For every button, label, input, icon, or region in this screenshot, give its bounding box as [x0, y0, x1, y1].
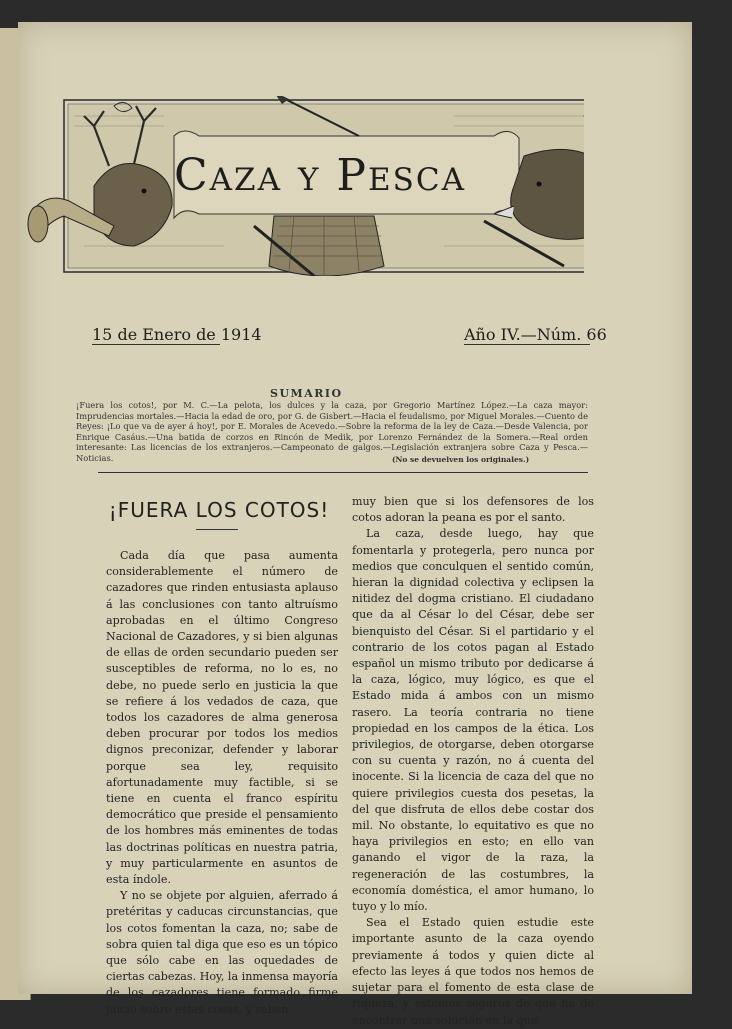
masthead-title: Caza y Pesca	[174, 150, 466, 201]
title-underline	[196, 529, 238, 530]
issue-number: Año IV.—Núm. 66	[464, 325, 607, 344]
sumario-heading: SUMARIO	[270, 387, 343, 400]
article-paragraph: Sea el Estado quien estudie este importante asunto de la caza oyendo previamente á todos y quien dicte al efecto las leyes á que todos nos hemos de sujetar para el fomento de esta clase de riqueza, y estemos seguros de que ha de encontrar una solución en la que	[352, 916, 594, 1027]
game-bag-icon	[269, 216, 384, 276]
article-right-column	[352, 494, 594, 1029]
article-title: ¡FUERA LOS COTOS!	[108, 498, 330, 522]
sumario-divider	[98, 472, 588, 473]
article-paragraph: Cada día que pasa aumenta considerablemente el número de cazadores que rinden entusiasta aplauso á las conclusiones con tanto altruísmo aprobadas en el último Congreso Nacional de Cazadores, y si bien algunas de ellas de orden secundario pueden ser susceptibles de reforma, no lo es, no debe, no puede serlo en justicia la que se refiere á los vedados de caza, que todos los cazadores de alma generosa deben procurar por todos los medios dignos preconizar, defender y laborar porque sea ley, requisito afortunadamente muy factible, si se tiene en cuenta el franco espíritu democrático que preside el pensamiento de los hombres más eminentes de todas las doctrinas políticas en nuestra patria, y muy particularmente en asuntos de esta índole.	[106, 549, 338, 887]
article-paragraph: Y no se objete por alguien, aferrado á pretéritas y caducas circunstancias, que los cotos fomentan la caza, no; sabe de sobra quien tal diga que eso es un tópico que sólo cabe en las oquedades de ciertas cabezas. Hoy, la inmensa mayoría de los cazadores tiene formado firme juicio sobre estas cosas, y saben	[106, 889, 338, 1016]
date-underline	[92, 344, 220, 345]
article-paragraph: muy bien que si los defensores de los cotos adoran la peana es por el santo.	[352, 495, 594, 525]
article-paragraph: La caza, desde luego, hay que fomentarla y protegerla, pero nunca por medios que conculquen el sentido común, hieran la dignidad colectiva y eclipsen la nitidez del dogma cristiano. El ciudadano que da al César lo del César, debe ser bienquisto del César. Si el partidario y el contrario de los cotos pagan al Estado español un mismo tributo por dedicarse á la caza, lógico, muy lógico, es que el Estado mida á ambos con un mismo rasero. La teoría contraria no tiene propiedad en los campos de la ética. Los privilegios, de otorgarse, deben otorgarse con su cuenta y razón, no á cuenta del inocente. Si la licencia de caza del que no quiere privilegios cuesta dos pesetas, la del que disfruta de ellos debe costar dos mil. No obstante, lo equitativo es que no haya privilegios en esto; en ello van ganando el vigor de la raza, la regeneración de las costumbres, la economía doméstica, el amor humano, lo tuyo y lo mío.	[352, 527, 594, 914]
sumario-note: (No se devuelven los originales.)	[392, 455, 530, 464]
sumario-text: ¡Fuera los cotos!, por M. C.—La pelota, los dulces y la caza, por Gregorio Martínez López.—La caza mayor: Imprudencias mortales.—Hacia la edad de oro, por G. de Gisbert.—Hacia el feudalismo, por Miguel Morales.—Cuento de Reyes: ¡Lo que va de ayer á hoy!, por E. Morales de Acevedo.—Sobre la reforma de la ley de Caza.—Desde Valencia, por Enrique Casáus.—Una batida de corzos en Rincón de Medik, por Lorenzo Fernández de la Somera.—Real orden interesante: Las licencias de los extranjeros.—Campeonato de galgos.—Legislación extranjera sobre Caza y Pesca.—Noticias.	[76, 400, 588, 463]
issue-date: 15 de Enero de 1914	[92, 325, 262, 344]
article-left-column	[106, 548, 338, 1018]
issue-underline	[464, 344, 590, 345]
